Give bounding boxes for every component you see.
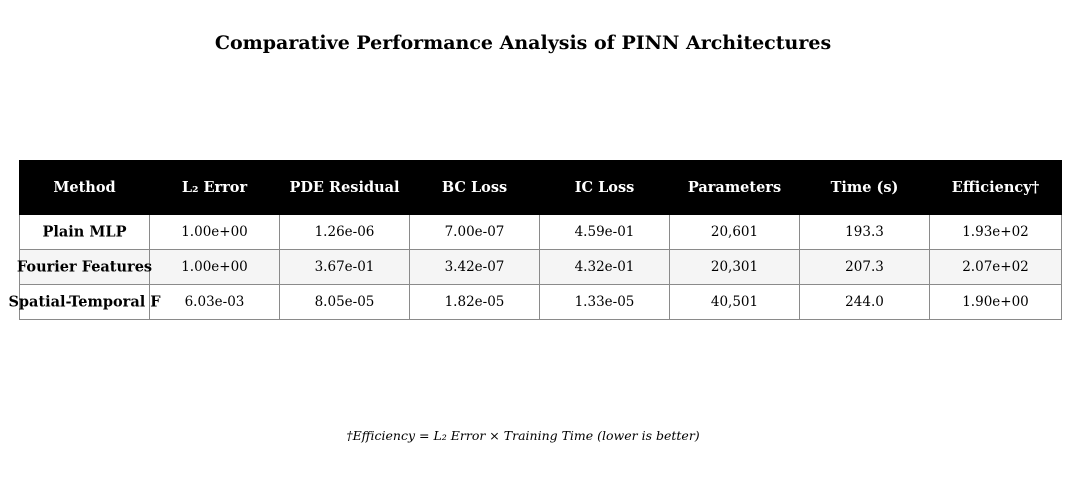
pde-residual-cell: 8.05e-05 xyxy=(280,285,410,320)
efficiency-cell: 2.07e+02 xyxy=(930,250,1062,285)
column-header-time: Time (s) xyxy=(800,161,930,215)
efficiency-footnote: †Efficiency = L₂ Error × Training Time (lower is better) xyxy=(346,428,700,443)
table-row xyxy=(20,250,1062,285)
l2-error-cell: 6.03e-03 xyxy=(150,285,280,320)
column-header-l2-error: L₂ Error xyxy=(150,161,280,215)
header-row xyxy=(20,161,1062,215)
l2-error-cell: 1.00e+00 xyxy=(150,215,280,250)
ic-loss-cell: 4.32e-01 xyxy=(540,250,670,285)
time-cell: 244.0 xyxy=(800,285,930,320)
efficiency-cell: 1.90e+00 xyxy=(930,285,1062,320)
parameters-cell: 20,601 xyxy=(670,215,800,250)
method-cell xyxy=(8,285,161,320)
parameters-cell: 20,301 xyxy=(670,250,800,285)
ic-loss-cell: 1.33e-05 xyxy=(540,285,670,320)
performance-table xyxy=(8,160,1062,320)
pde-residual-cell: 3.67e-01 xyxy=(280,250,410,285)
method-cell xyxy=(20,215,150,250)
bc-loss-cell: 3.42e-07 xyxy=(410,250,540,285)
ic-loss-cell: 4.59e-01 xyxy=(540,215,670,250)
parameters-cell: 40,501 xyxy=(670,285,800,320)
column-header-ic-loss: IC Loss xyxy=(540,161,670,215)
column-header-efficiency: Efficiency† xyxy=(930,161,1062,215)
bc-loss-cell: 1.82e-05 xyxy=(410,285,540,320)
method-name: Plain MLP xyxy=(42,223,127,241)
table-row xyxy=(20,215,1062,250)
method-name: Spatial-Temporal F xyxy=(8,293,161,311)
method-cell xyxy=(16,250,153,285)
efficiency-cell: 1.93e+02 xyxy=(930,215,1062,250)
column-header-parameters: Parameters xyxy=(670,161,800,215)
l2-error-cell: 1.00e+00 xyxy=(150,250,280,285)
time-cell: 193.3 xyxy=(800,215,930,250)
bc-loss-cell: 7.00e-07 xyxy=(410,215,540,250)
table-title: Comparative Performance Analysis of PINN Architectures xyxy=(214,32,832,54)
pde-residual-cell: 1.26e-06 xyxy=(280,215,410,250)
method-name: Fourier Features xyxy=(16,258,153,276)
column-header-method: Method xyxy=(20,161,150,215)
column-header-bc-loss: BC Loss xyxy=(410,161,540,215)
time-cell: 207.3 xyxy=(800,250,930,285)
table-row xyxy=(20,285,1062,320)
column-header-pde-residual: PDE Residual xyxy=(280,161,410,215)
